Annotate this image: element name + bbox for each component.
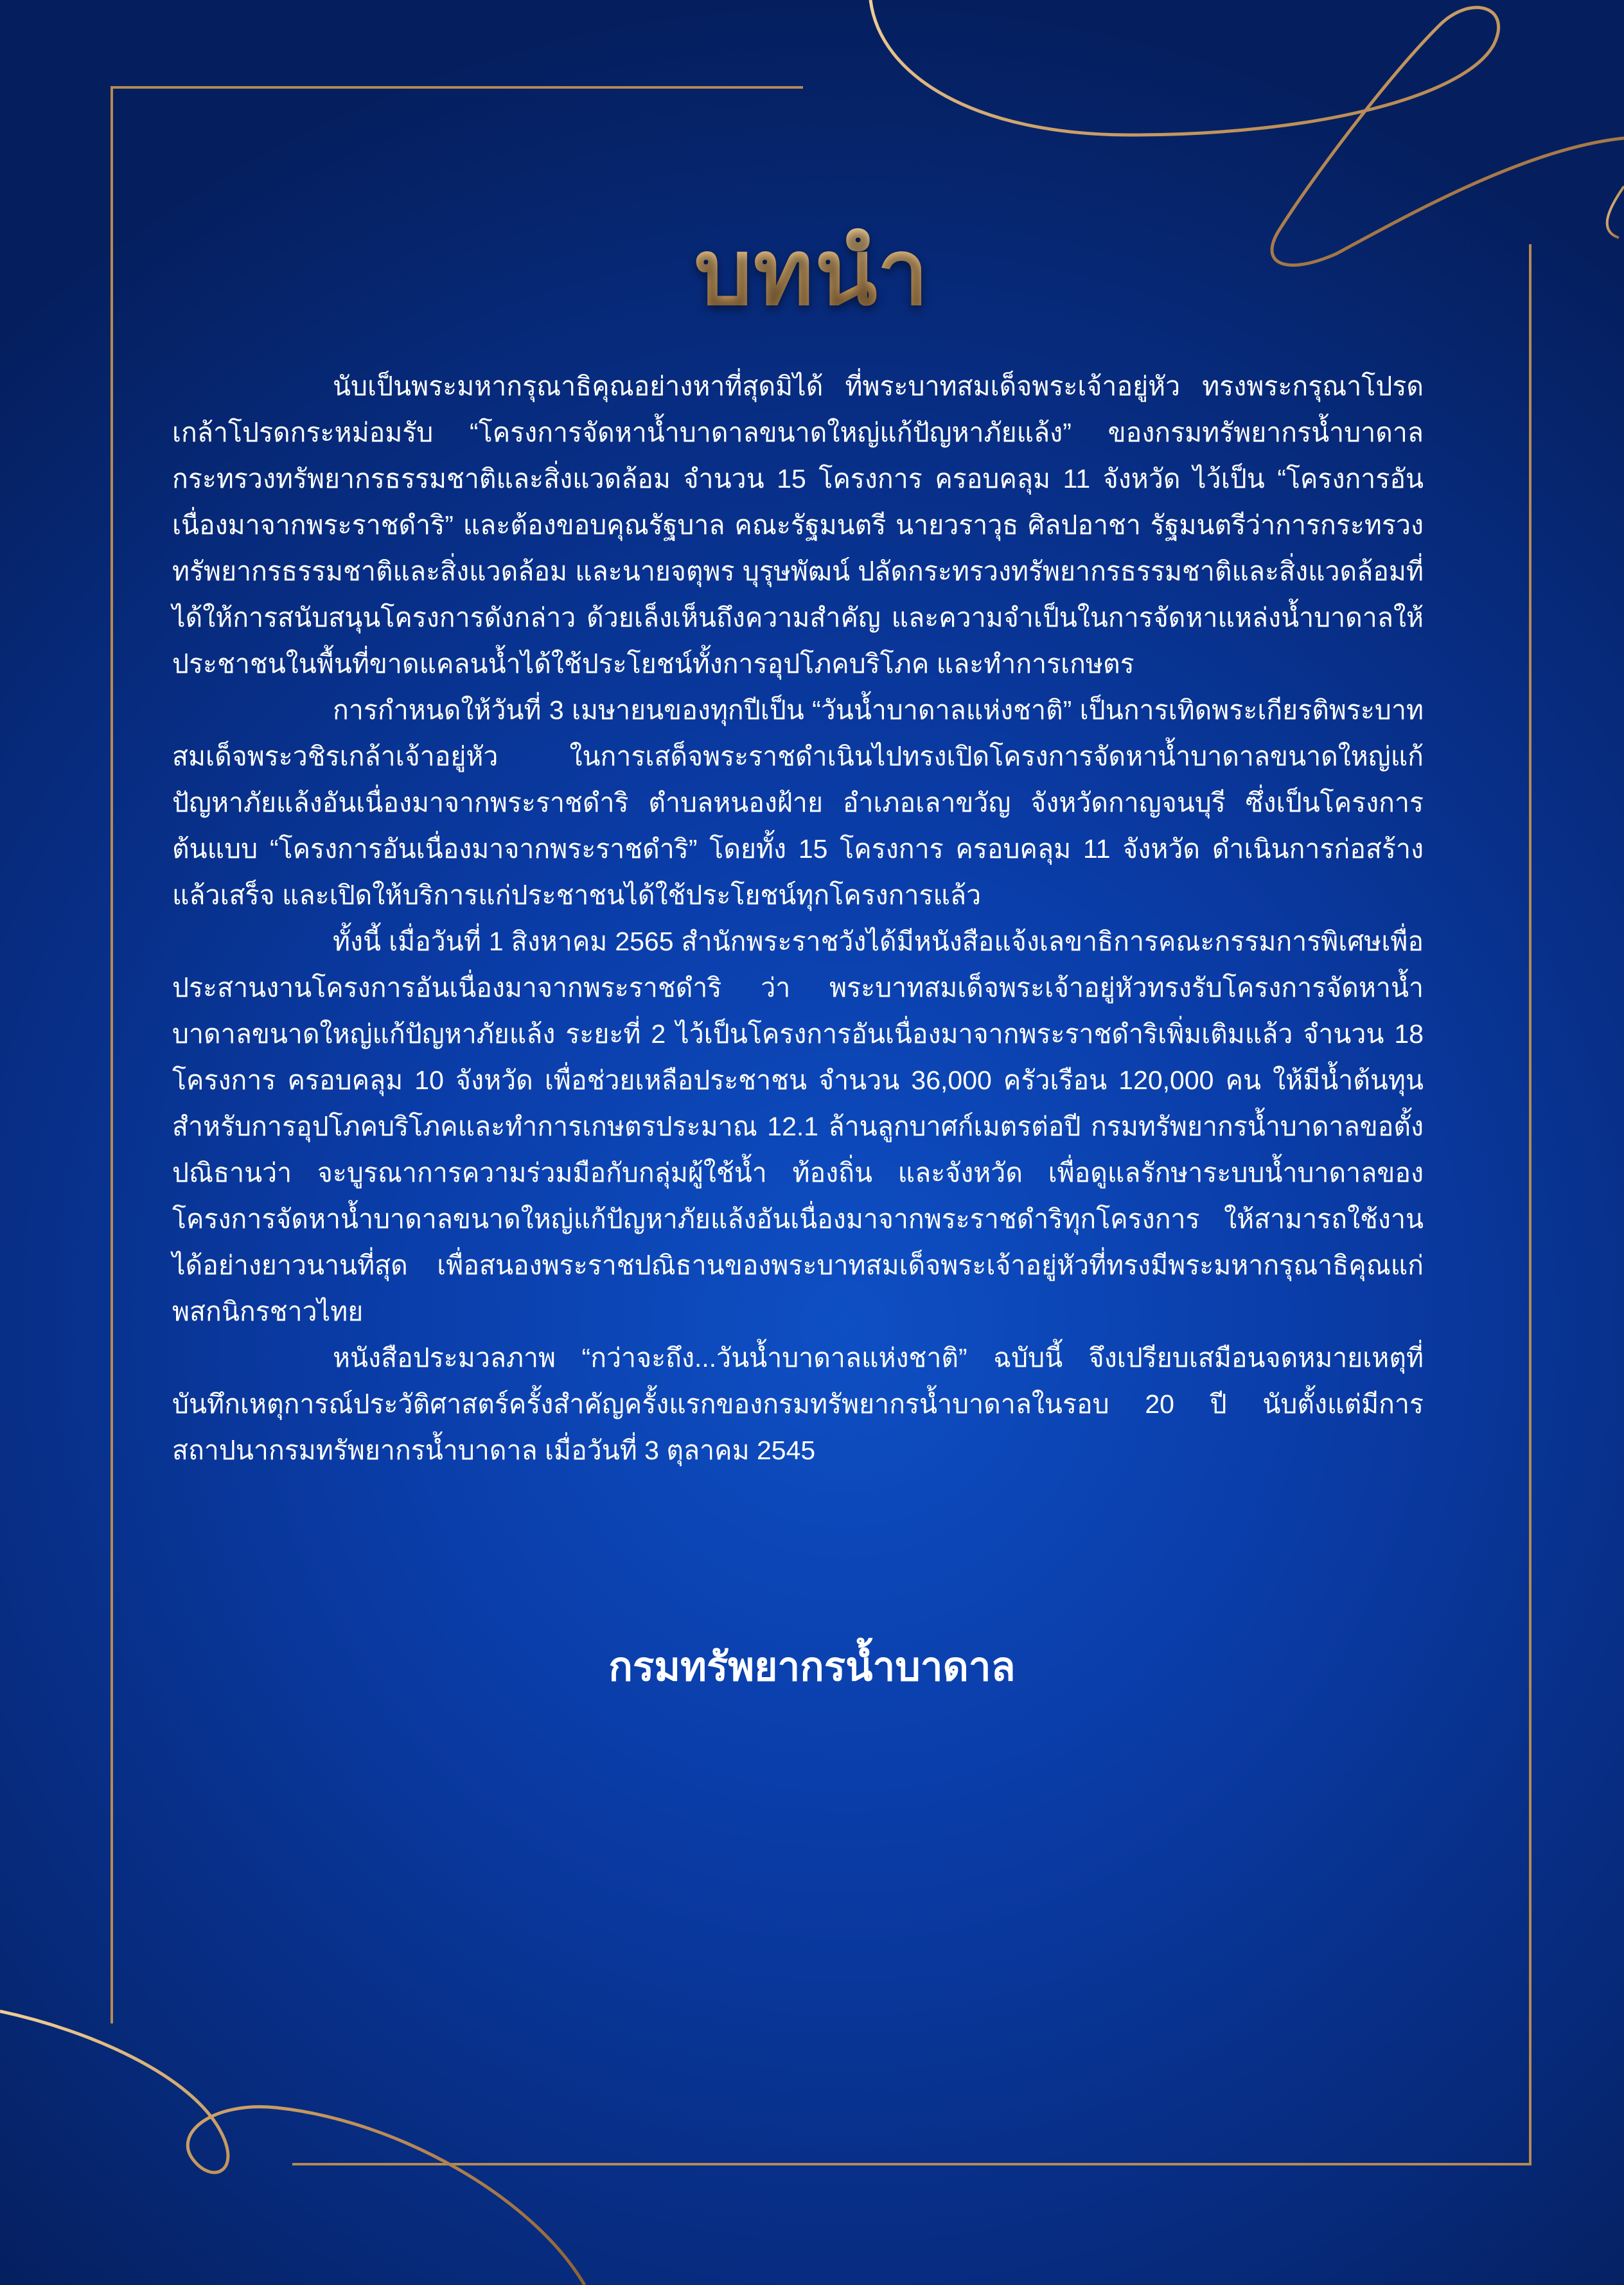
body-text bbox=[172, 363, 1424, 1473]
paragraph-3: ทั้งนี้ เมื่อวันที่ 1 สิงหาคม 2565 สำนักพระราชวังได้มีหนังสือแจ้งเลขาธิการคณะกรรมการพิเศษเพื่อประสานงานโครงการอันเนื่องมาจากพระราชดำริ ว่า พระบาทสมเด็จพระเจ้าอยู่หัวทรงรับโครงการจัดหาน้ำบาดาลขนาดใหญ่แก้ปัญหาภัยแล้ง ระยะที่ 2 ไว้เป็นโครงการอันเนื่องมาจากพระราชดำริเพิ่มเติมแล้ว จำนวน 18 โครงการ ครอบคลุม 10 จังหวัด เพื่อช่วยเหลือประชาชน จำนวน 36,000 ครัวเรือน 120,000 คน ให้มีน้ำต้นทุนสำหรับการอุปโภคบริโภคและทำการเกษตรประมาณ 12.1 ล้านลูกบาศก์เมตรต่อปี กรมทรัพยากรน้ำบาดาลขอตั้งปณิธานว่า จะบูรณาการความร่วมมือกับกลุ่มผู้ใช้น้ำ ท้องถิ่น และจังหวัด เพื่อดูแลรักษาระบบน้ำบาดาลของโครงการจัดหาน้ำบาดาลขนาดใหญ่แก้ปัญหาภัยแล้งอันเนื่องมาจากพระราชดำริทุกโครงการ ให้สามารถใช้งานได้อย่างยาวนานที่สุด เพื่อสนองพระราชปณิธานของพระบาทสมเด็จพระเจ้าอยู่หัวที่ทรงมีพระมหากรุณาธิคุณแก่พสกนิกรชาวไทย bbox=[172, 927, 1424, 1326]
paragraph-1: นับเป็นพระมหากรุณาธิคุณอย่างหาที่สุดมิได้ ที่พระบาทสมเด็จพระเจ้าอยู่หัว ทรงพระกรุณาโปรดเกล้าโปรดกระหม่อมรับ “โครงการจัดหาน้ำบาดาลขนาดใหญ่แก้ปัญหาภัยแล้ง” ของกรมทรัพยากรน้ำบาดาล กระทรวงทรัพยากรธรรมชาติและสิ่งแวดล้อม จำนวน 15 โครงการ ครอบคลุม 11 จังหวัด ไว้เป็น “โครงการอันเนื่องมาจากพระราชดำริ” และต้องขอบคุณรัฐบาล คณะรัฐมนตรี นายวราวุธ ศิลปอาชา รัฐมนตรีว่าการกระทรวงทรัพยากรธรรมชาติและสิ่งแวดล้อม และนายจตุพร บุรุษพัฒน์ ปลัดกระทรวงทรัพยากรธรรมชาติและสิ่งแวดล้อมที่ได้ให้การสนับสนุนโครงการดังกล่าว ด้วยเล็งเห็นถึงความสำคัญ และความจำเป็นในการจัดหาแหล่งน้ำบาดาลให้ประชาชนในพื้นที่ขาดแคลนน้ำได้ใช้ประโยชน์ทั้งการอุปโภคบริโภค และทำการเกษตร bbox=[172, 371, 1424, 679]
signature-department: กรมทรัพยากรน้ำบาดาล bbox=[608, 1645, 1016, 1689]
bottom-left-swirl bbox=[0, 2011, 585, 2285]
paragraph-2: การกำหนดให้วันที่ 3 เมษายนของทุกปีเป็น “วันน้ำบาดาลแห่งชาติ” เป็นการเทิดพระเกียรติพระบาทสมเด็จพระวชิรเกล้าเจ้าอยู่หัว ในการเสด็จพระราชดำเนินไปทรงเปิดโครงการจัดหาน้ำบาดาลขนาดใหญ่แก้ปัญหาภัยแล้งอันเนื่องมาจากพระราชดำริ ตำบลหนองฝ้าย อำเภอเลาขวัญ จังหวัดกาญจนบุรี ซึ่งเป็นโครงการต้นแบบ “โครงการอันเนื่องมาจากพระราชดำริ” โดยทั้ง 15 โครงการ ครอบคลุม 11 จังหวัด ดำเนินการก่อสร้างแล้วเสร็จ และเปิดให้บริการแก่ประชาชนได้ใช้ประโยชน์ทุกโครงการแล้ว bbox=[172, 695, 1424, 910]
page-title: บทนำ bbox=[0, 199, 1624, 344]
paragraph-4: หนังสือประมวลภาพ “กว่าจะถึง...วันน้ำบาดาลแห่งชาติ” ฉบับนี้ จึงเปรียบเสมือนจดหมายเหตุที่บันทึกเหตุการณ์ประวัติศาสตร์ครั้งสำคัญครั้งแรกของกรมทรัพยากรน้ำบาดาลในรอบ 20 ปี นับตั้งแต่มีการสถาปนากรมทรัพยากรน้ำบาดาล เมื่อวันที่ 3 ตุลาคม 2545 bbox=[172, 1343, 1424, 1465]
